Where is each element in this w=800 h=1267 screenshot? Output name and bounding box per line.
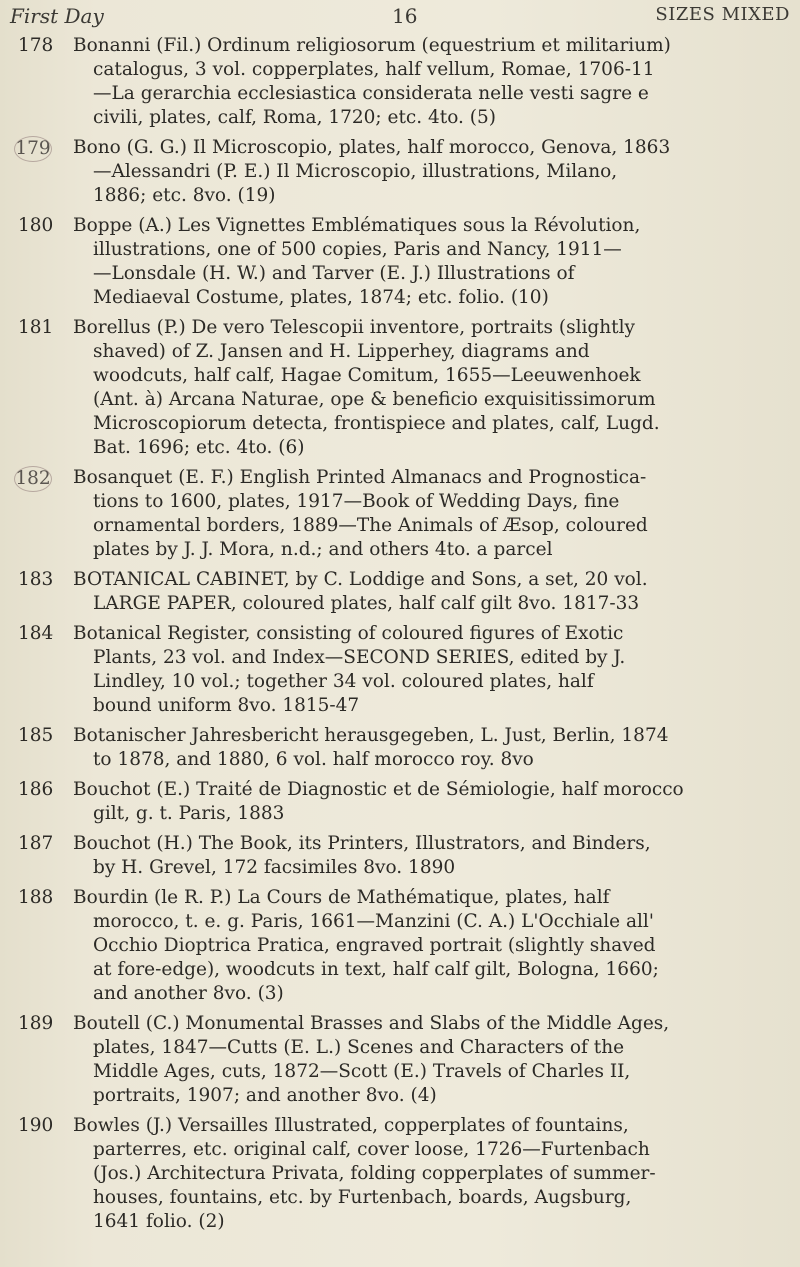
lot-description-line: (Ant. à) Arcana Naturae, ope & beneficio exquisitissimorum [93, 389, 656, 410]
lot-description-line: (Jos.) Architectura Privata, folding copperplates of summer- [93, 1163, 656, 1184]
lot-description-line: and another 8vo. (3) [93, 983, 284, 1004]
lot-number: 182 [14, 466, 52, 492]
lot-entry [0, 568, 800, 616]
lot-number: 181 [18, 317, 54, 338]
lot-number: 187 [18, 833, 54, 854]
lot-entry [0, 622, 800, 718]
lot-description-line: to 1878, and 1880, 6 vol. half morocco roy. 8vo [93, 749, 534, 770]
lot-description-line: parterres, etc. original calf, cover loose, 1726—Furtenbach [93, 1139, 650, 1160]
page-header [10, 4, 790, 30]
lot-description-line: —La gerarchia ecclesiastica considerata nelle vesti sagre e [93, 83, 649, 104]
lot-description-line: Plants, 23 vol. and Index—SECOND SERIES, edited by J. [93, 647, 626, 668]
lot-number: 189 [18, 1013, 54, 1034]
lot-description-line: BOTANICAL CABINET, by C. Loddige and Sons, a set, 20 vol. [73, 569, 648, 590]
lot-entry [0, 34, 800, 130]
lot-description-line: morocco, t. e. g. Paris, 1661—Manzini (C. A.) L'Occhiale all' [93, 911, 654, 932]
lot-description-line: Microscopiorum detecta, frontispiece and plates, calf, Lugd. [93, 413, 660, 434]
lot-description-line: Middle Ages, cuts, 1872—Scott (E.) Travels of Charles II, [93, 1061, 631, 1082]
lot-number: 190 [18, 1115, 54, 1136]
lot-description-line: at fore-edge), woodcuts in text, half calf gilt, Bologna, 1660; [93, 959, 659, 980]
lot-description-line: catalogus, 3 vol. copperplates, half vellum, Romae, 1706-11 [93, 59, 655, 80]
lot-description-line: Bowles (J.) Versailles Illustrated, copperplates of fountains, [73, 1115, 629, 1136]
lot-description-line: Bosanquet (E. F.) English Printed Almanacs and Prognostica- [73, 467, 647, 488]
lot-description-line: Borellus (P.) De vero Telescopii inventore, portraits (slightly [73, 317, 635, 338]
lot-number: 184 [18, 623, 54, 644]
lot-entry [0, 136, 800, 208]
lot-list [0, 34, 800, 1240]
lot-entry [0, 886, 800, 1006]
lot-description-line: houses, fountains, etc. by Furtenbach, boards, Augsburg, [93, 1187, 632, 1208]
lot-description-line: 1886; etc. 8vo. (19) [93, 185, 276, 206]
lot-entry [0, 832, 800, 880]
lot-description-line: Bat. 1696; etc. 4to. (6) [93, 437, 305, 458]
lot-description-line: woodcuts, half calf, Hagae Comitum, 1655—Leeuwenhoek [93, 365, 641, 386]
lot-description-line: Mediaeval Costume, plates, 1874; etc. folio. (10) [93, 287, 549, 308]
lot-description-line: Bono (G. G.) Il Microscopio, plates, half morocco, Genova, 1863 [73, 137, 671, 158]
lot-entry [0, 1012, 800, 1108]
page-number: 16 [392, 4, 418, 28]
lot-description-line: Bonanni (Fil.) Ordinum religiosorum (equestrium et militarium) [73, 35, 671, 56]
lot-number: 183 [18, 569, 54, 590]
lot-description-line: illustrations, one of 500 copies, Paris and Nancy, 1911— [93, 239, 622, 260]
lot-number: 186 [18, 779, 54, 800]
lot-entry [0, 778, 800, 826]
lot-description-line: Botanischer Jahresbericht herausgegeben, L. Just, Berlin, 1874 [73, 725, 669, 746]
lot-entry [0, 466, 800, 562]
lot-description-line: LARGE PAPER, coloured plates, half calf gilt 8vo. 1817-33 [93, 593, 640, 614]
lot-description-line: plates, 1847—Cutts (E. L.) Scenes and Characters of the [93, 1037, 625, 1058]
header-section: SIZES MIXED [655, 4, 790, 25]
lot-number: 180 [18, 215, 54, 236]
lot-description-line: Bouchot (E.) Traité de Diagnostic et de Sémiologie, half morocco [73, 779, 684, 800]
lot-description-line: Bourdin (le R. P.) La Cours de Mathématique, plates, half [73, 887, 610, 908]
lot-entry [0, 1114, 800, 1234]
lot-description-line: Boutell (C.) Monumental Brasses and Slabs of the Middle Ages, [73, 1013, 670, 1034]
lot-description-line: plates by J. J. Mora, n.d.; and others 4to. a parcel [93, 539, 553, 560]
lot-description-line: 1641 folio. (2) [93, 1211, 225, 1232]
lot-description-line: bound uniform 8vo. 1815-47 [93, 695, 360, 716]
lot-description-line: gilt, g. t. Paris, 1883 [93, 803, 285, 824]
lot-number: 185 [18, 725, 54, 746]
lot-number: 178 [18, 35, 54, 56]
lot-description-line: by H. Grevel, 172 facsimiles 8vo. 1890 [93, 857, 456, 878]
lot-description-line: Lindley, 10 vol.; together 34 vol. coloured plates, half [93, 671, 594, 692]
lot-description-line: tions to 1600, plates, 1917—Book of Wedding Days, fine [93, 491, 620, 512]
lot-description-line: Botanical Register, consisting of coloured figures of Exotic [73, 623, 624, 644]
lot-description-line: civili, plates, calf, Roma, 1720; etc. 4to. (5) [93, 107, 497, 128]
header-day: First Day [10, 4, 104, 28]
lot-description-line: —Lonsdale (H. W.) and Tarver (E. J.) Illustrations of [93, 263, 575, 284]
lot-description-line: —Alessandri (P. E.) Il Microscopio, illustrations, Milano, [93, 161, 618, 182]
lot-description-line: portraits, 1907; and another 8vo. (4) [93, 1085, 437, 1106]
lot-description-line: shaved) of Z. Jansen and H. Lipperhey, diagrams and [93, 341, 590, 362]
lot-description-line: ornamental borders, 1889—The Animals of Æsop, coloured [93, 515, 648, 536]
lot-description-line: Boppe (A.) Les Vignettes Emblématiques sous la Révolution, [73, 215, 641, 236]
lot-description-line: Occhio Dioptrica Pratica, engraved portrait (slightly shaved [93, 935, 656, 956]
lot-entry [0, 214, 800, 310]
lot-entry [0, 724, 800, 772]
lot-description-line: Bouchot (H.) The Book, its Printers, Illustrators, and Binders, [73, 833, 651, 854]
lot-number: 188 [18, 887, 54, 908]
lot-number: 179 [14, 136, 52, 162]
lot-entry [0, 316, 800, 460]
